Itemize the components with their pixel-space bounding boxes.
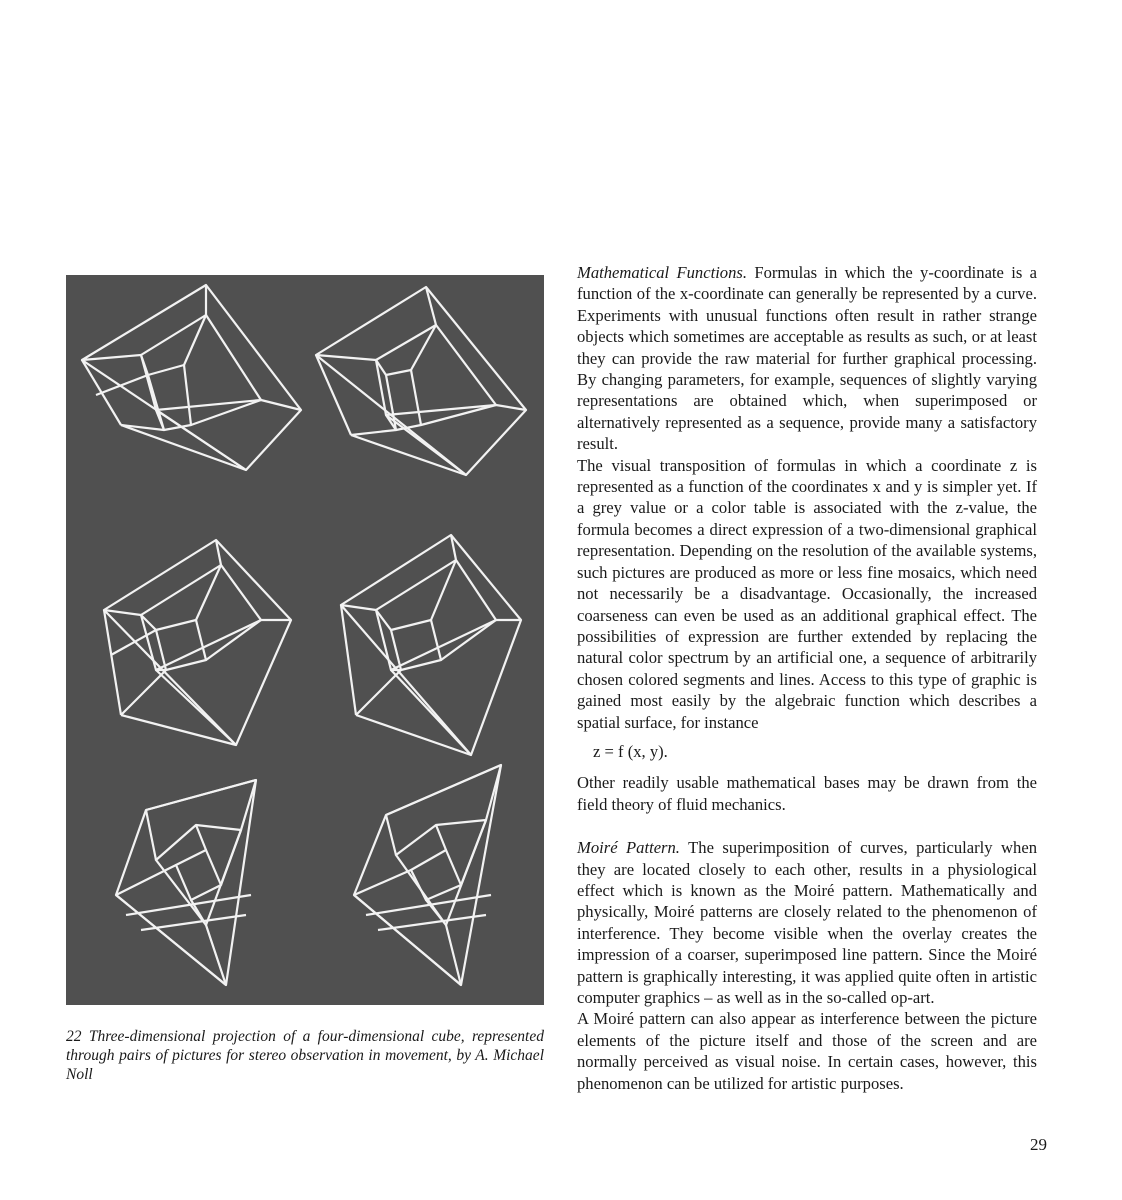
paragraph-text: Formulas in which the y-coordinate is a function of the x-coordinate can generally be represented by a curve. Experiments with unusual functions often result in rather strange objects which sometimes are acceptable as results as such, or at least they can provide the raw material for further graphical processing. By changing parameters, for example, sequences of slightly varying representations are obtained which, when superimposed or alternatively represented as a sequence, provide many a satisfactory result. — [577, 263, 1037, 454]
paragraph-text: The superimposition of curves, particularly when they are located closely to each other, results in a physiological effect which is known as the Moiré pattern. Mathematically and physically, Moiré patterns are closely related to the phenomenon of interference. They become visible when the overlay creates the impression of a coarser, superimposed line pattern. Since the Moiré pattern is graphically interesting, it was applied quite often in artistic computer graphics – as well as in the so-called op-art. — [577, 838, 1038, 1007]
section-mathematical-functions-p1 — [577, 262, 1037, 455]
main-text-column — [577, 262, 1037, 1094]
section-mathematical-functions-p2: The visual transposition of formulas in which a coordinate z is represented as a function of the coordinates x and y is simpler yet. If a grey value or a color table is associated with the z-value, the formula becomes a direct expression of a two-dimensional graphical representation. Depending on the resolution of the available systems, such pictures are produced as more or less fine mosaics, which need not necessarily be a disadvantage. Occasionally, the increased coarseness can even be used as an additional graphical effect. The possibilities of expression are further extended by replacing the natural color spectrum by an artificial one, a sequence of arbitrarily chosen colored segments and lines. Access to this type of graphic is gained most easily by the algebraic function which describes a spatial surface, for instance — [577, 455, 1037, 732]
section-moire-pattern-p2: A Moiré pattern can also appear as interference between the picture elements of the picture itself and those of the screen and are normally perceived as visual noise. In certain cases, however, this phenomenon can be utilized for artistic purposes. — [577, 1009, 1037, 1093]
figure-caption: 22 Three-dimensional projection of a four-dimensional cube, represented through pairs of pictures for stereo observation in movement, by A. Michael Noll — [66, 1028, 544, 1083]
hypercube-figure — [66, 275, 544, 1005]
section-gap — [577, 815, 1037, 837]
section-title-mathematical-functions: Mathematical Functions. — [577, 263, 748, 282]
section-title-moire-pattern: Moiré Pattern. — [577, 838, 680, 858]
formula: z = f (x, y). — [593, 741, 668, 761]
hypercube-wireframe-icon — [66, 275, 544, 1005]
section-mathematical-functions-p3: Other readily usable mathematical bases may be drawn from the field theory of fluid mechanics. — [577, 773, 1037, 814]
page-number: 29 — [1030, 1135, 1047, 1154]
section-moire-pattern-p1 — [577, 837, 1037, 1008]
